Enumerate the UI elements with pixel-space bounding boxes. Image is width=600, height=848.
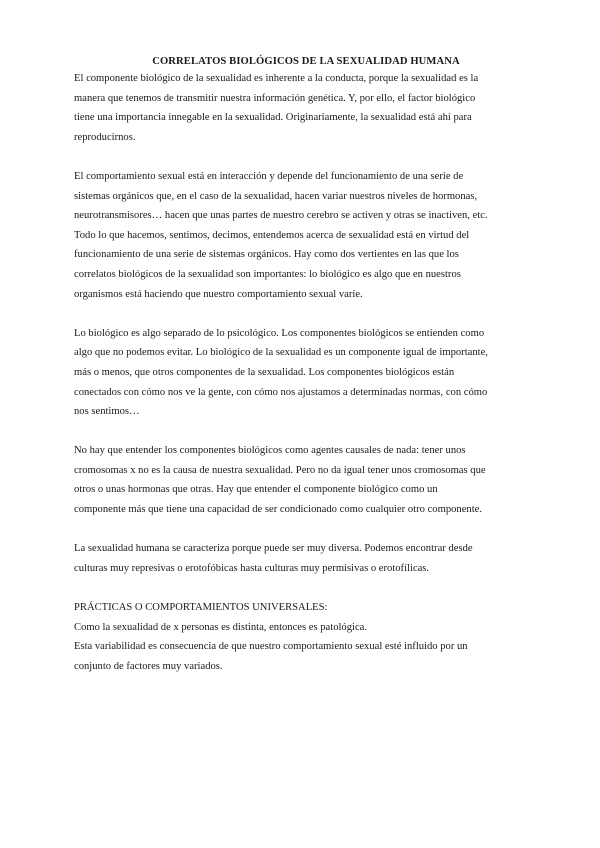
text-line: más o menos, que otros componentes de la sexualidad. Los componentes biológicos están bbox=[74, 366, 455, 378]
section-heading: PRÁCTICAS O COMPORTAMIENTOS UNIVERSALES: bbox=[74, 602, 328, 614]
text-line: Lo biológico es algo separado de lo psicológico. Los componentes biológicos se entienden como bbox=[74, 327, 485, 339]
text-line: correlatos biológicos de la sexualidad son importantes: lo biológico es algo que en nuestros bbox=[74, 268, 461, 280]
text-line: tiene una importancia innegable en la sexualidad. Originariamente, la sexualidad está ahí para bbox=[74, 112, 472, 124]
text-line: manera que tenemos de transmitir nuestra información genética. Y, por ello, el factor biológico bbox=[74, 92, 476, 104]
text-line: reproducirnos. bbox=[74, 131, 136, 143]
text-line: algo que no podemos evitar. Lo biológico de la sexualidad es un componente igual de importante, bbox=[74, 347, 488, 359]
paragraph-causal-agents bbox=[74, 441, 530, 519]
paragraph-spacer bbox=[74, 147, 530, 167]
text-line: neurotransmisores… hacen que unas partes de nuestro cerebro se activen y otras se inactiven, etc. bbox=[74, 210, 488, 222]
text-line: funcionamiento de una serie de sistemas orgánicos. Hay como dos vertientes en las que los bbox=[74, 249, 459, 261]
text-line: Todo lo que hacemos, sentimos, decimos, entendemos acerca de sexualidad está en virtud del bbox=[74, 229, 470, 241]
text-line: culturas muy represivas o erotofóbicas hasta culturas muy permisivas o erotofílicas. bbox=[74, 562, 430, 574]
text-line: sistemas orgánicos que, en el caso de la sexualidad, hacen variar nuestros niveles de hormonas, bbox=[74, 190, 478, 202]
text-line: otros o unas hormonas que otras. Hay que entender el componente biológico como un bbox=[74, 484, 438, 496]
paragraph-spacer bbox=[74, 578, 530, 598]
paragraph-biological-vs-psychological bbox=[74, 324, 530, 422]
paragraph-spacer bbox=[74, 304, 530, 324]
text-line: organismos está haciendo que nuestro comportamiento sexual varíe. bbox=[74, 288, 363, 300]
paragraph-diversity bbox=[74, 539, 530, 578]
text-line: Como la sexualidad de x personas es distinta, entonces es patológica. bbox=[74, 621, 368, 633]
text-line: nos sentimos… bbox=[74, 406, 140, 418]
text-line: No hay que entender los componentes biológicos como agentes causales de nada: tener unos bbox=[74, 445, 466, 457]
text-line: cromosomas x no es la causa de nuestra sexualidad. Pero no da igual tener unos cromosomas que bbox=[74, 464, 486, 476]
text-line: El componente biológico de la sexualidad es inherente a la conducta, porque la sexualidad es la bbox=[74, 73, 479, 84]
paragraph-universal-practices bbox=[74, 618, 530, 677]
text-line: conectados con cómo nos ve la gente, con cómo nos ajustamos a determinadas normas, con cómo bbox=[74, 386, 488, 398]
text-line: Esta variabilidad es consecuencia de que nuestro comportamiento sexual esté influido por un bbox=[74, 641, 468, 653]
paragraph-sexual-behavior bbox=[74, 167, 530, 304]
text-line: El comportamiento sexual está en interacción y depende del funcionamiento de una serie de bbox=[74, 170, 464, 182]
text-line: conjunto de factores muy variados. bbox=[74, 660, 223, 672]
text-line: La sexualidad humana se caracteriza porque puede ser muy diversa. Podemos encontrar desde bbox=[74, 543, 473, 555]
document-title: CORRELATOS BIOLÓGICOS DE LA SEXUALIDAD HUMANA bbox=[152, 56, 460, 67]
text-line: componente más que tiene una capacidad de ser condicionado como cualquier otro componente. bbox=[74, 504, 482, 516]
paragraph-spacer bbox=[74, 422, 530, 442]
paragraph-spacer bbox=[74, 520, 530, 540]
paragraph-biological-component bbox=[74, 69, 530, 147]
